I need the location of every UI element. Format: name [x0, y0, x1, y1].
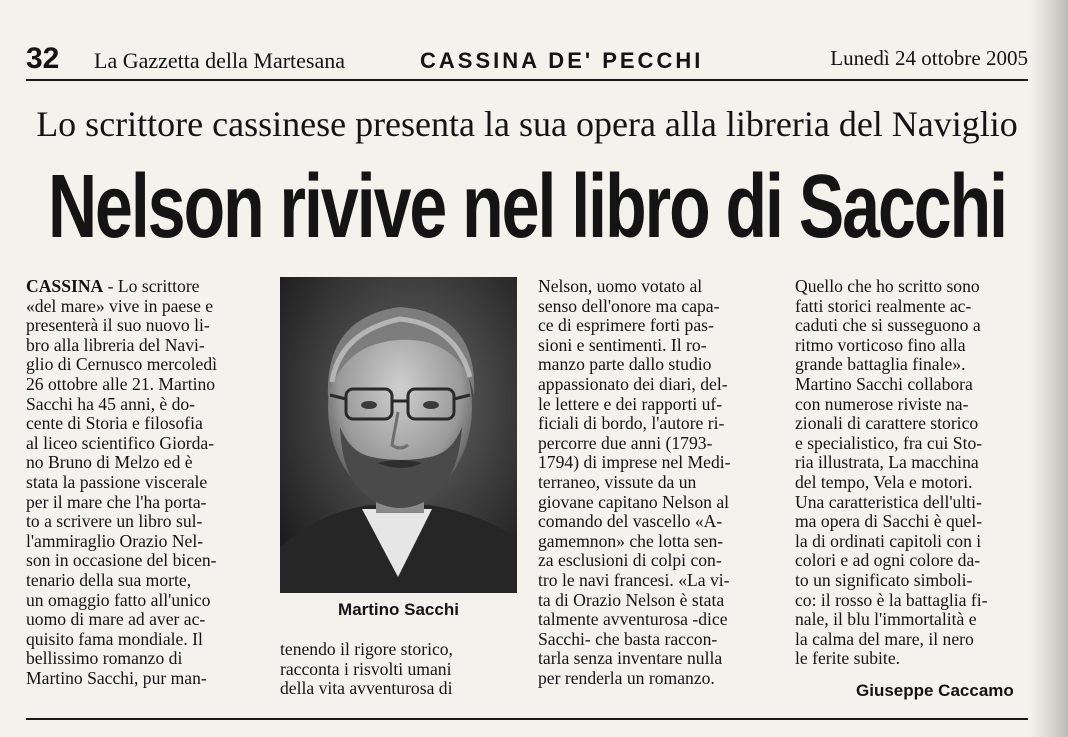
column-line: le ferite subite.	[795, 648, 901, 669]
column-line: ta di Orazio Nelson è stata	[538, 589, 725, 610]
column-line: ficiali di bordo, l'autore ri-	[538, 413, 725, 434]
article-byline: Giuseppe Caccamo	[856, 681, 1014, 700]
portrait-image	[280, 277, 517, 593]
column-line: la di ordinati capitoli con i	[795, 530, 982, 551]
column-line: zionali di carattere storico	[795, 413, 979, 434]
photo-caption: Martino Sacchi	[338, 600, 459, 619]
column-line: giovane capitano Nelson al	[538, 491, 730, 512]
column-line: glio di Cernusco mercoledì	[26, 354, 218, 375]
column-line: son in occasione del bicen-	[26, 550, 217, 571]
article-column-2	[280, 640, 517, 699]
column-line: Nelson, uomo votato al	[538, 276, 703, 296]
column-line: un omaggio fatto all'unico	[26, 589, 211, 610]
column-line: «del mare» vive in paese e	[26, 295, 214, 316]
column-line: CASSINA - Lo scrittore	[26, 276, 200, 296]
column-line: gamemnon» che lotta sen-	[538, 530, 724, 551]
column-line: nale, il blu l'immortalità e	[795, 609, 977, 630]
column-line: tenario della sua morte,	[26, 569, 192, 590]
column-line: tro le navi francesi. «La vi-	[538, 569, 730, 590]
column-line: fatti storici realmente ac-	[795, 295, 972, 316]
column-line: grande battaglia finale».	[795, 354, 966, 375]
column-line: cente di Storia e filosofia	[26, 413, 203, 434]
column-line: co: il rosso è la battaglia fi-	[795, 589, 988, 610]
column-line: ma opera di Sacchi è quel-	[795, 511, 983, 532]
column-line: presenterà il suo nuovo li-	[26, 315, 210, 336]
column-line: 26 ottobre alle 21. Martino	[26, 373, 216, 394]
column-line: al liceo scientifico Giorda-	[26, 432, 215, 453]
column-line: del tempo, Vela e motori.	[795, 471, 973, 492]
column-line: percorre due anni (1793-	[538, 432, 713, 453]
column-line: to un significato simboli-	[795, 569, 973, 590]
column-line: 1794) di imprese nel Medi-	[538, 452, 731, 473]
column-line: per il mare che l'ha porta-	[26, 491, 207, 512]
article-kicker: Lo scrittore cassinese presenta la sua opera alla libreria del Naviglio	[36, 104, 1018, 144]
column-line: e specialistico, fra cui Sto-	[795, 432, 983, 453]
column-line: le lettere e dei rapporti uf-	[538, 393, 723, 414]
column-line: to a scrivere un libro sul-	[26, 511, 203, 532]
column-line: quisito fama mondiale. Il	[26, 628, 203, 649]
column-line: tarla senza inventare nulla	[538, 648, 723, 669]
column-line: sioni e sentimenti. Il ro-	[538, 334, 707, 355]
article-column-4	[795, 277, 1028, 669]
column-line: terraneo, vissute da un	[538, 471, 697, 492]
column-line: la calma del mare, il nero	[795, 628, 974, 649]
column-line: uomo di mare ad aver ac-	[26, 609, 206, 630]
column-line: ritmo vorticoso fino alla	[795, 334, 966, 355]
column-line: per renderla un romanzo.	[538, 667, 715, 688]
column-line: ria illustrata, La macchina	[795, 452, 979, 473]
column-line: no Bruno di Melzo ed è	[26, 452, 193, 473]
author-photo	[280, 277, 517, 593]
column-line: racconta i risvolti umani	[280, 658, 452, 679]
column-line: appassionato dei diari, del-	[538, 373, 728, 394]
column-line: colori e ad ogni colore da-	[795, 550, 981, 571]
newspaper-name: La Gazzetta della Martesana	[94, 48, 346, 73]
column-line: Sacchi- che basta raccon-	[538, 628, 718, 649]
column-line: Una caratteristica dell'ulti-	[795, 491, 982, 512]
column-line: comando del vascello «A-	[538, 511, 723, 532]
column-line: Martino Sacchi collabora	[795, 373, 973, 394]
column-line: bro alla libreria del Navi-	[26, 334, 205, 355]
column-line: caduti che si susseguono a	[795, 315, 981, 336]
column-line: bellissimo romanzo di	[26, 648, 183, 669]
page-number: 32	[26, 42, 60, 75]
column-line: Martino Sacchi, pur man-	[26, 667, 207, 688]
article-headline: Nelson rivive nel libro di Sacchi	[47, 156, 1007, 257]
masthead-rule	[26, 79, 1028, 81]
dateline: CASSINA	[26, 276, 104, 296]
column-line: Sacchi ha 45 anni, è do-	[26, 393, 196, 414]
column-line: manzo parte dallo studio	[538, 354, 712, 375]
column-line: ce di esprimere forti pas-	[538, 315, 714, 336]
column-line: senso dell'onore ma capa-	[538, 295, 720, 316]
masthead	[26, 40, 1028, 78]
column-line: tenendo il rigore storico,	[280, 639, 453, 659]
publication-date: Lunedì 24 ottobre 2005	[830, 46, 1028, 70]
column-line: Quello che ho scritto sono	[795, 276, 980, 296]
article-column-1	[26, 277, 262, 688]
column-line: talmente avventurosa -dice	[538, 609, 728, 630]
page-edge-shadow	[1030, 0, 1068, 737]
column-line: della vita avventurosa di	[280, 678, 453, 699]
column-line: con numerose riviste na-	[795, 393, 969, 414]
column-line: l'ammiraglio Orazio Nel-	[26, 530, 204, 551]
section-name: CASSINA DE' PECCHI	[420, 48, 704, 73]
article-column-3	[538, 277, 774, 688]
column-line: za esclusioni di colpi con-	[538, 550, 722, 571]
column-line: stata la passione viscerale	[26, 471, 208, 492]
bottom-rule	[26, 718, 1028, 720]
